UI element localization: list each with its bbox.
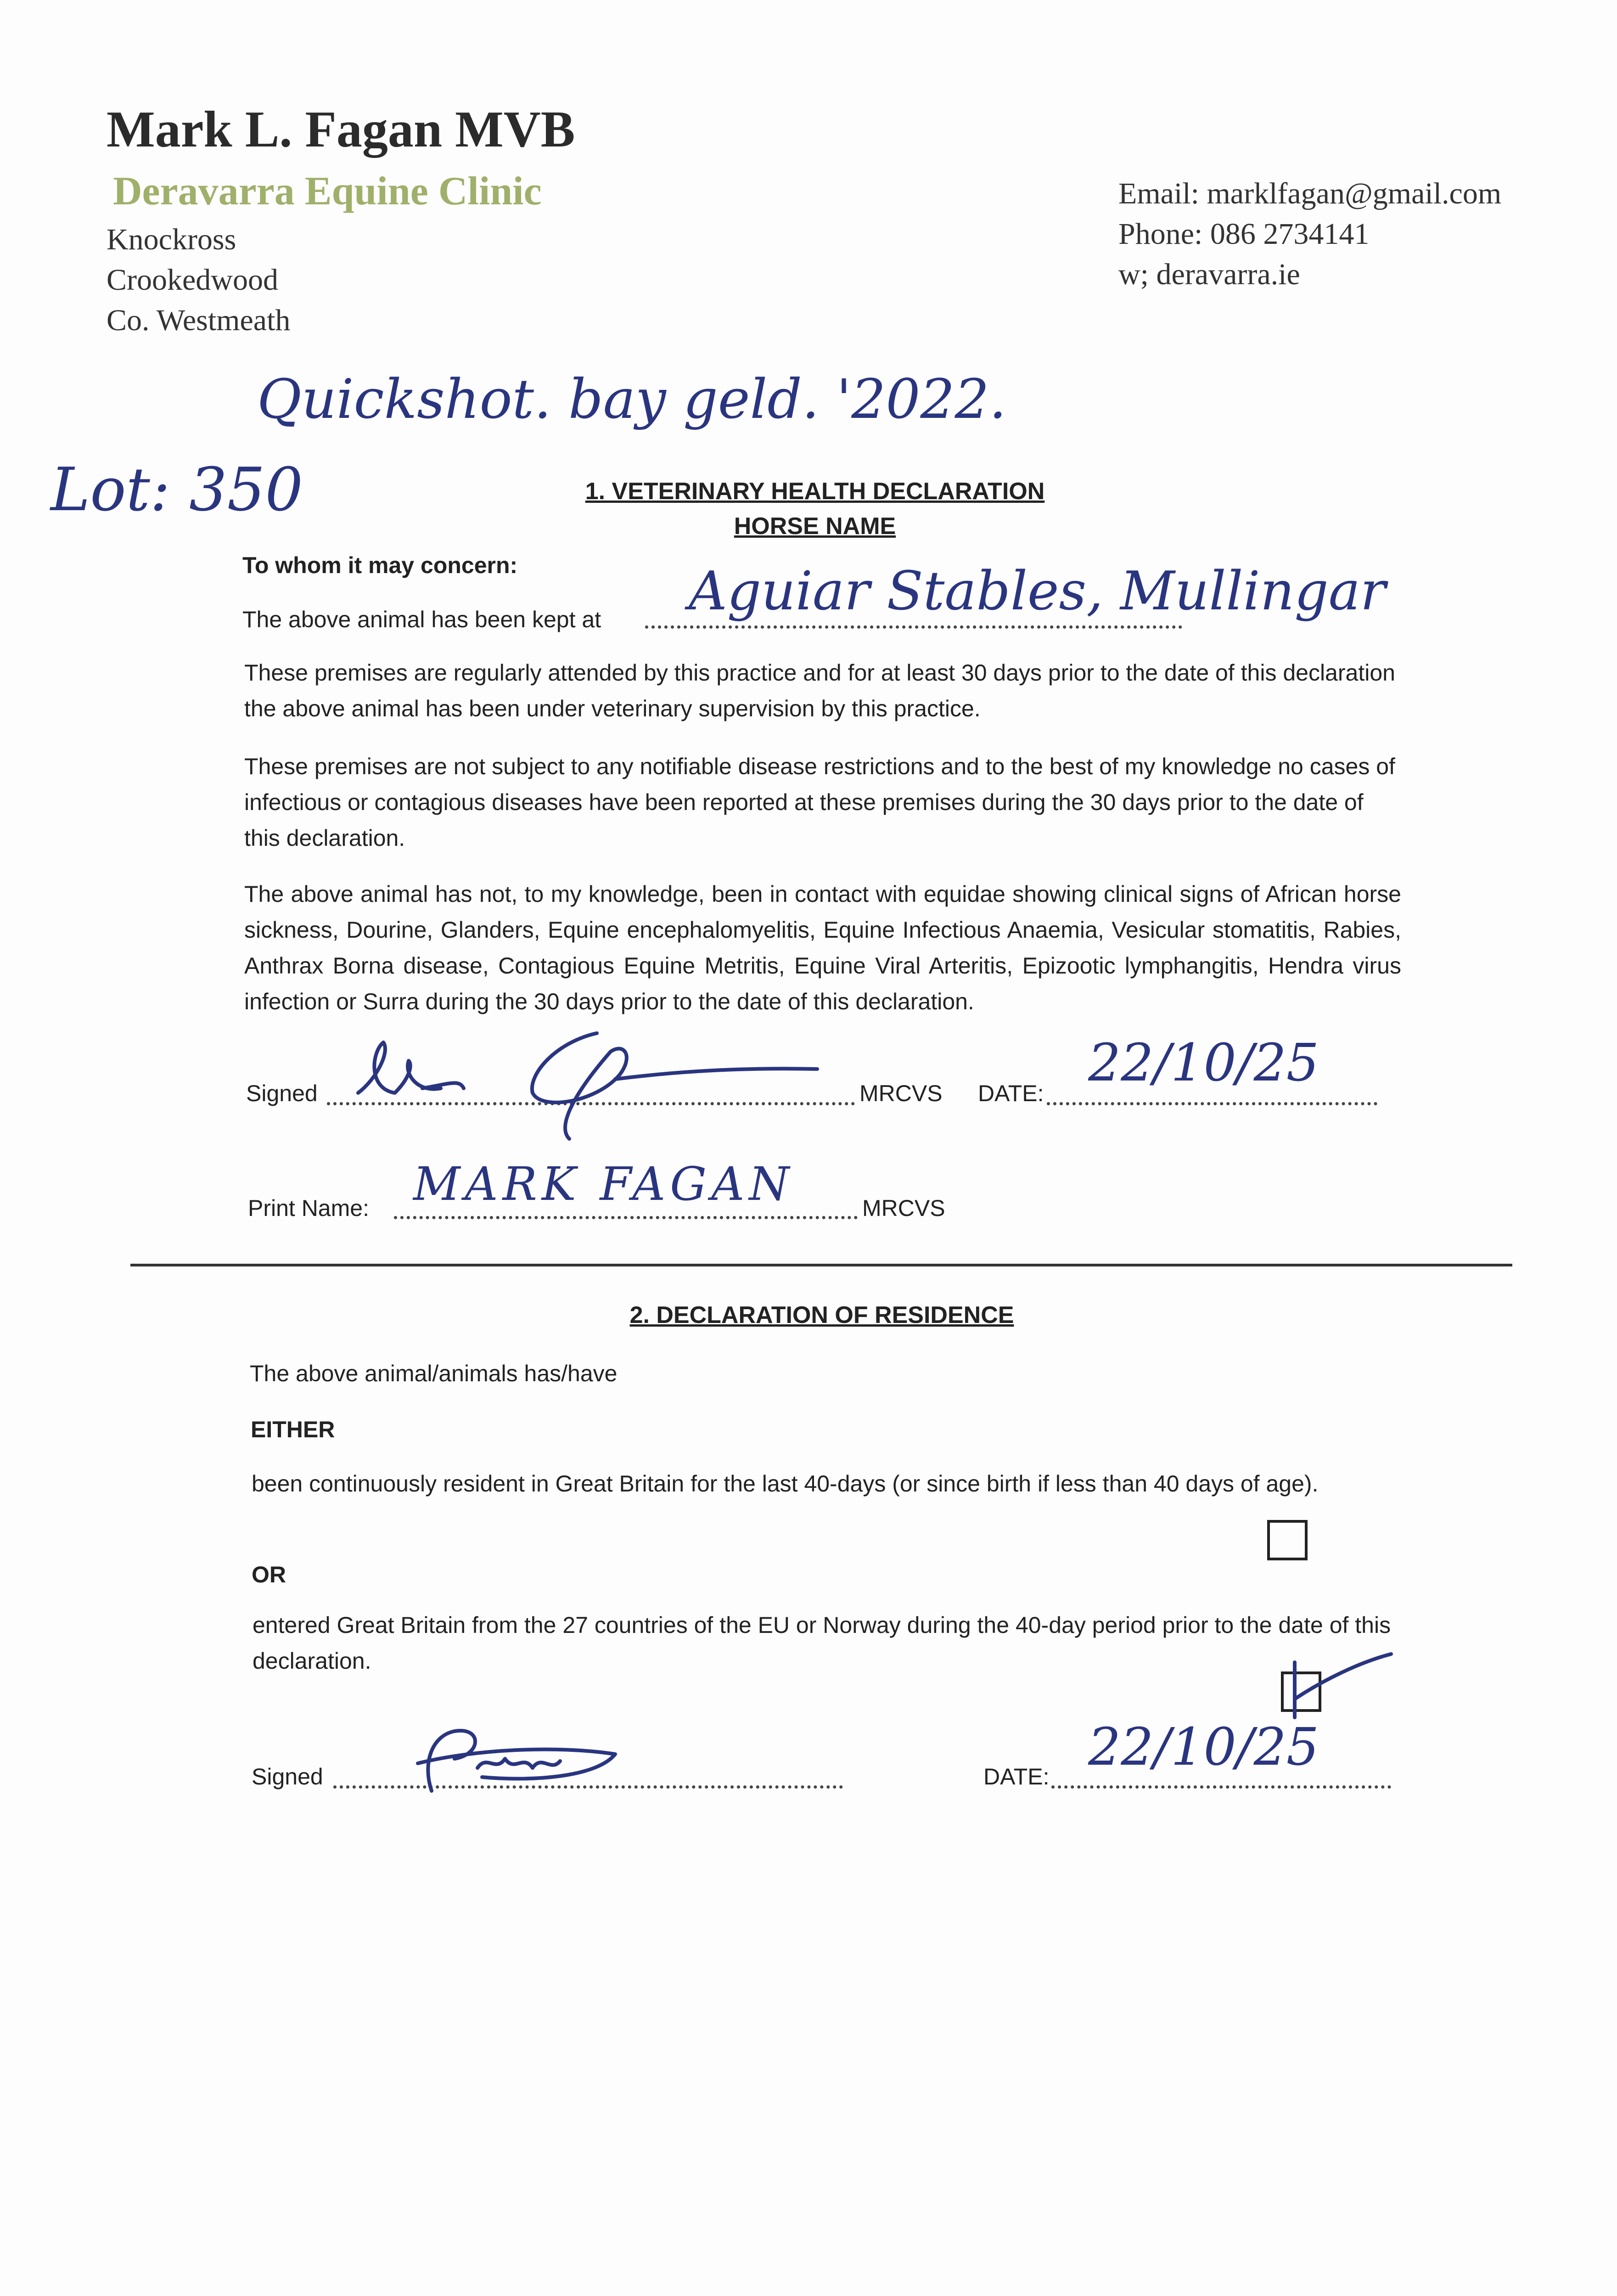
kept-at-label: The above animal has been kept at: [242, 607, 601, 632]
address-line: Co. Westmeath: [107, 304, 291, 337]
section1-heading: 1. VETERINARY HEALTH DECLARATION: [585, 478, 1045, 505]
clinic-name: Deravarra Equine Clinic: [113, 169, 542, 214]
residence-intro: The above animal/animals has/have: [250, 1361, 618, 1386]
handwritten-lot-number: Lot: 350: [51, 455, 303, 524]
print-name-label: Print Name:: [248, 1195, 369, 1221]
kept-at-line: [645, 625, 1182, 629]
address-line: Crookedwood: [107, 263, 278, 297]
either-label: EITHER: [251, 1417, 335, 1442]
website-line: w; deravarra.ie: [1118, 258, 1300, 291]
practitioner-name: Mark L. Fagan MVB: [107, 101, 575, 158]
signature-1: [340, 1024, 854, 1148]
email-line: Email: marklfagan@gmail.com: [1118, 177, 1502, 210]
handwritten-date-2: 22/10/25: [1088, 1717, 1319, 1777]
contact-block: [1118, 174, 1501, 295]
address-block: [107, 219, 290, 341]
option2-text: entered Great Britain from the 27 countries of the EU or Norway during the 40-day period prior to the date of this declaration.: [253, 1612, 1391, 1674]
print-name-mrcvs-label: MRCVS: [862, 1195, 945, 1221]
phone-line: Phone: 086 2734141: [1118, 217, 1370, 251]
date-line: [1047, 1102, 1377, 1105]
salutation: To whom it may concern:: [242, 552, 518, 578]
handwritten-date-1: 22/10/25: [1088, 1033, 1319, 1093]
or-label: OR: [252, 1562, 286, 1587]
section2-heading: 2. DECLARATION OF RESIDENCE: [629, 1302, 1014, 1328]
mrcvs-label: MRCVS: [859, 1080, 943, 1106]
paragraph-disease-contact: The above animal has not, to my knowledge, been in contact with equidae showing clinical signs of African horse sickness, Dourine, Glanders, Equine encephalomyelitis, Equine Infectious Anaemia, Vesicular stomatitis, Rabies, Anthrax Borna disease, Contagious Equine Metritis, Equine Viral Arteritis, Epizootic lymphangitis, Hendra virus infection or Surra during the 30 days prior to the date of this declaration.: [244, 881, 1401, 1014]
handwritten-print-name: MARK FAGAN: [413, 1157, 794, 1211]
handwritten-premises: Aguiar Stables, Mullingar: [689, 560, 1386, 622]
date-line-2: [1051, 1785, 1391, 1789]
signed-label: Signed: [246, 1080, 318, 1106]
paragraph-restrictions: These premises are not subject to any notifiable disease restrictions and to the best of my knowledge no cases of infectious or contagious diseases have been reported at these premises during the 30 days prior to the date of this declaration.: [244, 754, 1395, 851]
date-label: DATE:: [978, 1080, 1044, 1106]
date-label-2: DATE:: [983, 1764, 1050, 1790]
signed-label-2: Signed: [252, 1764, 323, 1790]
handwritten-horse-note: Quickshot. bay geld. '2022.: [257, 367, 1007, 431]
print-name-line: [394, 1216, 858, 1219]
option2-check-mark: [1272, 1644, 1400, 1727]
option1-checkbox[interactable]: [1267, 1520, 1308, 1560]
option1-text: been continuously resident in Great Britain for the last 40-days (or since birth if less than 40 days of age).: [252, 1471, 1319, 1497]
address-line: Knockross: [107, 223, 236, 256]
section1-subheading: HORSE NAME: [734, 513, 896, 540]
section-divider: [130, 1264, 1512, 1266]
signature-2: [404, 1708, 634, 1809]
paragraph-supervision: These premises are regularly attended by this practice and for at least 30 days prior to the date of this declaration the above animal has been under veterinary supervision by this practice.: [244, 660, 1395, 721]
